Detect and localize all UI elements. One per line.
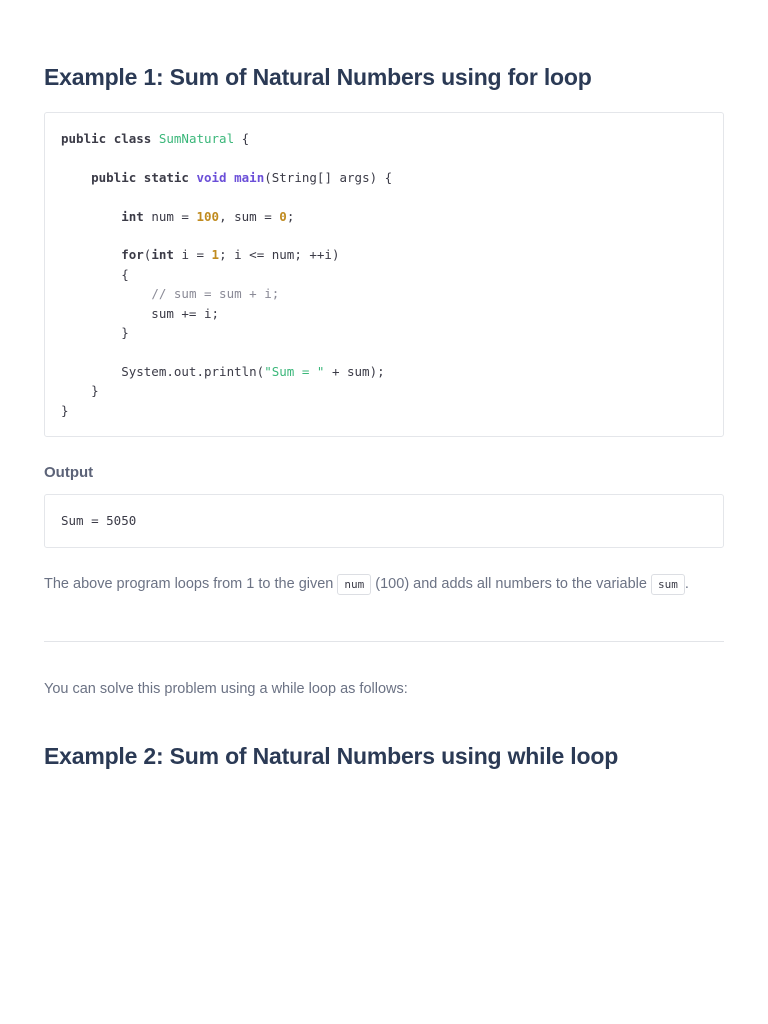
inline-code-sum: sum <box>651 574 685 595</box>
page-title: Example 1: Sum of Natural Numbers using for loop <box>44 64 592 90</box>
code-token: System.out.println( <box>61 363 265 379</box>
code-token <box>61 170 91 185</box>
code-token: for <box>121 247 144 263</box>
code-token: { <box>234 131 250 146</box>
paragraph-part-1: The above program loops from 1 to the given <box>44 576 338 593</box>
code-token: } <box>61 325 129 341</box>
code-token: sum += i; <box>61 305 220 321</box>
code-token: "Sum = " <box>264 363 325 379</box>
code-token: static <box>143 169 197 185</box>
code-token: int <box>151 247 182 263</box>
code-token: 0 <box>279 208 287 224</box>
section-divider <box>44 641 724 642</box>
code-token <box>61 286 151 301</box>
paragraph-part-3: . <box>684 576 689 593</box>
code-token: ( <box>143 247 152 263</box>
inline-code-num: num <box>337 574 371 595</box>
note-paragraph: You can solve this problem using a while loop as follows: <box>44 681 408 698</box>
code-token: public <box>91 169 144 185</box>
java-code <box>61 129 707 420</box>
code-token: int <box>121 208 152 224</box>
code-token: i = <box>181 247 212 263</box>
code-block-example-1 <box>44 112 724 437</box>
code-token: ; i <= num; ++i) <box>219 247 340 263</box>
code-token <box>61 209 121 224</box>
code-token: , sum = <box>219 208 280 224</box>
code-token: (String[] args) { <box>264 169 393 185</box>
output-block <box>44 494 724 548</box>
output-text: Sum = 5050 <box>61 513 137 529</box>
code-token: } <box>61 402 69 418</box>
explanation-paragraph <box>44 548 704 600</box>
code-token: } <box>61 383 99 399</box>
code-token: SumNatural <box>158 131 235 146</box>
paragraph-part-2: (100) and adds all numbers to the variable <box>371 576 651 593</box>
code-token <box>61 247 121 262</box>
code-token: { <box>61 266 129 282</box>
code-token: + sum); <box>324 363 385 379</box>
code-token: // sum = sum + i; <box>151 286 280 302</box>
code-token: void <box>196 169 235 185</box>
code-token: class <box>113 131 159 146</box>
code-token: 1 <box>211 247 220 263</box>
code-token: num = <box>151 208 197 224</box>
code-token: public <box>61 131 114 146</box>
page-title-2: Example 2: Sum of Natural Numbers using while loop <box>44 743 619 770</box>
code-token: 100 <box>196 208 220 224</box>
code-token: main <box>234 169 265 185</box>
code-token: ; <box>286 208 295 224</box>
output-heading: Output <box>44 464 94 482</box>
